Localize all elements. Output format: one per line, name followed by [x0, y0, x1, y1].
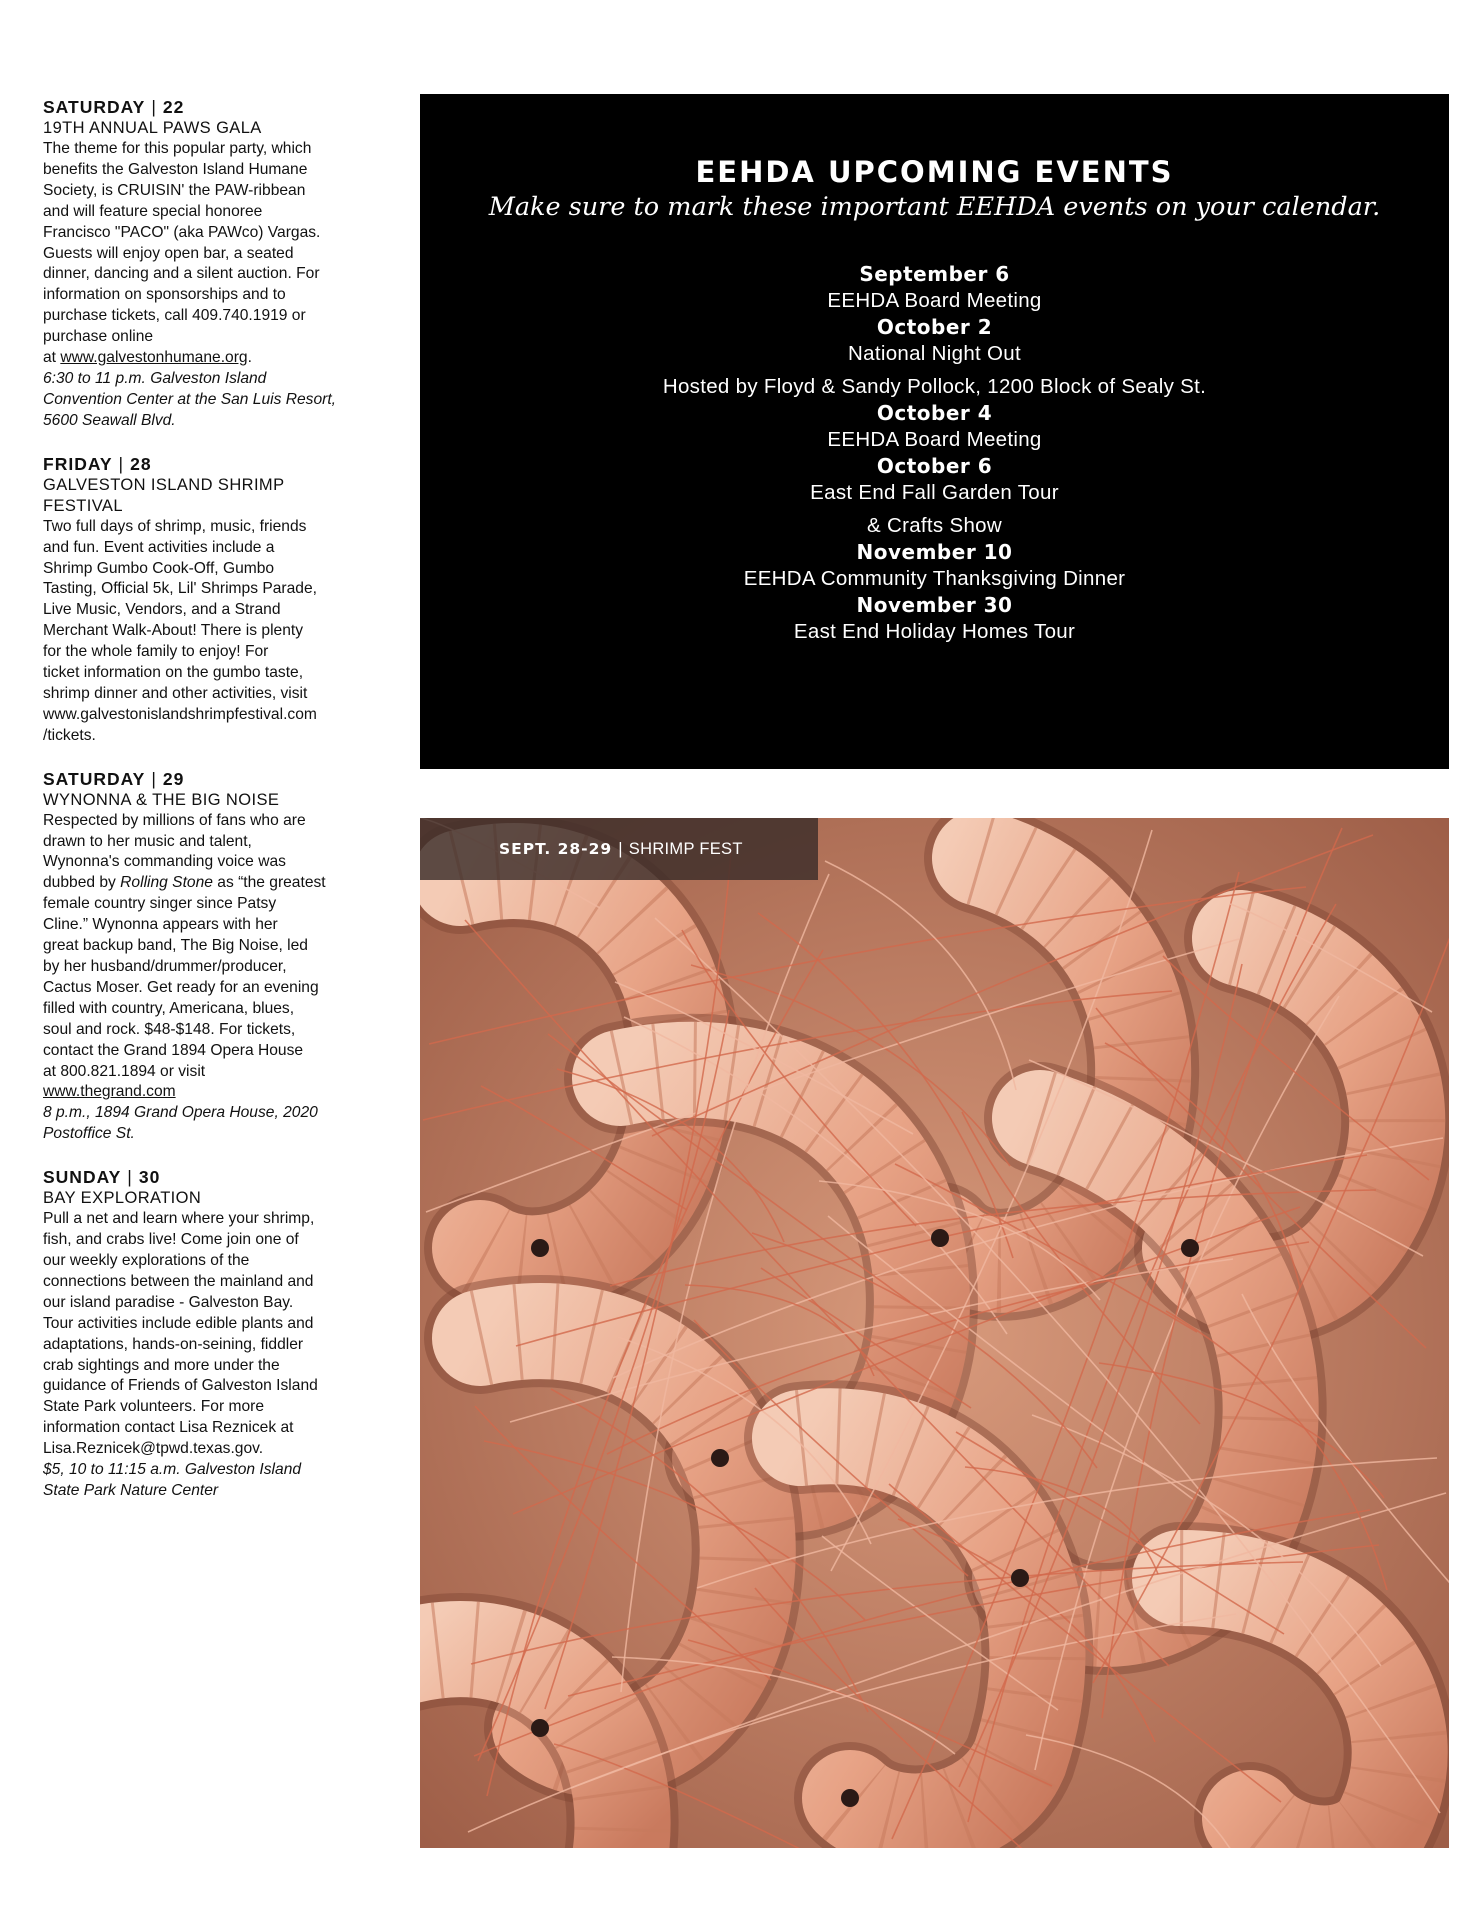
- event-paws-gala: [43, 96, 345, 432]
- desc-line: information contact Lisa Reznicek at: [43, 1419, 294, 1437]
- desc-line: and will feature special honoree: [43, 202, 263, 220]
- event-date: [43, 768, 345, 790]
- upcoming-event-item: [420, 314, 1449, 400]
- desc-line: Tour activities include edible plants and: [43, 1314, 314, 1332]
- desc-line: fish, and crabs live! Come join one of: [43, 1231, 299, 1249]
- desc-line: and fun. Event activities include a: [43, 538, 275, 556]
- publication-name: Rolling Stone: [120, 874, 213, 892]
- event-day-number: 30: [138, 1167, 161, 1188]
- upcoming-events-title: EEHDA UPCOMING EVENTS: [695, 155, 1174, 189]
- upcoming-event-name: East End Fall Garden Tour: [810, 481, 1059, 504]
- event-day: SATURDAY: [43, 768, 146, 789]
- desc-line: our island paradise - Galveston Bay.: [43, 1293, 294, 1311]
- desc-line: female country singer since Patsy: [43, 895, 277, 913]
- desc-line: Society, is CRUISIN' the PAW-ribbean: [43, 181, 306, 199]
- upcoming-event-date: October 4: [876, 401, 993, 425]
- desc-line: Lisa.Reznicek@tpwd.texas.gov.: [43, 1440, 264, 1458]
- upcoming-event-name: EEHDA Board Meeting: [827, 289, 1042, 312]
- event-date: [43, 96, 345, 118]
- event-description: [43, 1209, 345, 1460]
- title-line: GALVESTON ISLAND SHRIMP: [43, 475, 285, 494]
- upcoming-event-item: [420, 261, 1449, 314]
- upcoming-event-detail: & Crafts Show: [867, 514, 1002, 537]
- upcoming-event-detail: Hosted by Floyd & Sandy Pollock, 1200 Block of Sealy St.: [662, 375, 1207, 398]
- desc-line: connections between the mainland and: [43, 1272, 314, 1290]
- desc-line: /tickets.: [43, 726, 96, 744]
- upcoming-event-item: [420, 400, 1449, 453]
- date-separator: |: [151, 97, 157, 117]
- desc-line: Live Music, Vendors, and a Strand: [43, 601, 281, 619]
- meta-line: Convention Center at the San Luis Resort,: [43, 390, 336, 408]
- upcoming-events-subtitle: Make sure to mark these important EEHDA events on your calendar.: [488, 192, 1381, 222]
- upcoming-events-list: [420, 261, 1449, 645]
- desc-line: great backup band, The Big Noise, led: [43, 937, 308, 955]
- desc-line: soul and rock. $48-$148. For tickets,: [43, 1020, 296, 1038]
- event-listings-column: [43, 96, 345, 1523]
- photo-caption: [420, 818, 818, 880]
- desc-line-link: [43, 348, 345, 369]
- shrimp-eye: [1181, 1239, 1199, 1257]
- upcoming-event-date: October 2: [876, 315, 993, 339]
- meta-line: 6:30 to 11 p.m. Galveston Island: [43, 369, 267, 387]
- desc-line: dinner, dancing and a silent auction. For: [43, 265, 320, 283]
- link-suffix: .: [247, 349, 252, 367]
- event-date: [43, 1166, 345, 1188]
- desc-line: Respected by millions of fans who are: [43, 811, 306, 829]
- upcoming-event-item: [420, 453, 1449, 539]
- event-day: SUNDAY: [43, 1167, 122, 1188]
- shrimp-eye: [1011, 1569, 1029, 1587]
- desc-line: filled with country, Americana, blues,: [43, 999, 295, 1017]
- upcoming-event-name: National Night Out: [848, 342, 1021, 365]
- desc-line: Pull a net and learn where your shrimp,: [43, 1210, 315, 1228]
- event-time-location: [43, 1103, 345, 1145]
- upcoming-event-name: EEHDA Community Thanksgiving Dinner: [743, 567, 1126, 590]
- desc-line: purchase online: [43, 328, 154, 346]
- shrimp-eye: [531, 1719, 549, 1737]
- desc-line: State Park volunteers. For more: [43, 1398, 265, 1416]
- event-shrimp-festival: [43, 453, 345, 747]
- event-date: [43, 453, 345, 475]
- desc-line: Wynonna's commanding voice was: [43, 853, 286, 871]
- date-separator: |: [151, 768, 157, 789]
- event-title: BAY EXPLORATION: [43, 1189, 202, 1208]
- upcoming-event-item: [420, 592, 1449, 645]
- upcoming-event-item: [420, 539, 1449, 592]
- link-prefix: at: [43, 349, 61, 367]
- dubbed-prefix: dubbed by: [43, 874, 121, 892]
- desc-line: benefits the Galveston Island Humane: [43, 160, 308, 178]
- upcoming-event-name: East End Holiday Homes Tour: [793, 620, 1076, 643]
- desc-line: for the whole family to enjoy! For: [43, 643, 269, 661]
- desc-line: Francisco "PACO" (aka PAWco) Vargas.: [43, 223, 321, 241]
- title-line: FESTIVAL: [43, 496, 123, 515]
- event-time-location: [43, 1460, 345, 1502]
- desc-line: Tasting, Official 5k, Lil' Shrimps Parade,: [43, 580, 317, 598]
- event-description: [43, 517, 345, 747]
- desc-line: shrimp dinner and other activities, visit: [43, 684, 308, 702]
- upcoming-event-name: EEHDA Board Meeting: [827, 428, 1042, 451]
- desc-line: crab sightings and more under the: [43, 1356, 280, 1374]
- meta-line: Postoffice St.: [43, 1125, 135, 1143]
- desc-line: www.galvestonislandshrimpfestival.com: [43, 705, 317, 723]
- event-description: [43, 139, 345, 369]
- event-title: 19TH ANNUAL PAWS GALA: [43, 119, 262, 137]
- desc-line: Cline.” Wynonna appears with her: [43, 916, 278, 934]
- upcoming-event-date: September 6: [859, 262, 1010, 286]
- desc-line-dubbed: [43, 873, 345, 894]
- shrimp-photo: [420, 818, 1449, 1848]
- date-separator: |: [118, 453, 125, 474]
- desc-line: information on sponsorships and to: [43, 286, 286, 304]
- desc-line: Guests will enjoy open bar, a seated: [43, 244, 294, 262]
- caption-separator: |: [618, 840, 623, 858]
- desc-line: The theme for this popular party, which: [43, 140, 312, 157]
- desc-line: at 800.821.1894 or visit: [43, 1062, 206, 1080]
- event-day: SATURDAY: [43, 97, 146, 117]
- event-day-number: 28: [130, 453, 152, 474]
- event-day-number: 29: [162, 768, 185, 789]
- desc-line: Cactus Moser. Get ready for an evening: [43, 978, 319, 996]
- desc-line: purchase tickets, call 409.740.1919 or: [43, 307, 306, 325]
- event-description: [43, 811, 345, 1104]
- desc-line: Two full days of shrimp, music, friends: [43, 517, 307, 535]
- event-title: [43, 475, 345, 517]
- meta-line: $5, 10 to 11:15 a.m. Galveston Island: [43, 1461, 302, 1479]
- desc-line: drawn to her music and talent,: [43, 832, 252, 850]
- caption-date: SEPT. 28-29: [499, 840, 613, 858]
- event-bay-exploration: [43, 1166, 345, 1502]
- dubbed-suffix: as “the greatest: [212, 874, 326, 892]
- desc-line: by her husband/drummer/producer,: [43, 958, 287, 975]
- meta-line: 8 p.m., 1894 Grand Opera House, 2020: [43, 1104, 318, 1122]
- desc-line: Shrimp Gumbo Cook-Off, Gumbo: [43, 559, 275, 577]
- desc-line: ticket information on the gumbo taste,: [43, 664, 304, 682]
- grand-opera-link[interactable]: www.thegrand.com: [43, 1083, 176, 1101]
- event-title: WYNONNA & THE BIG NOISE: [43, 790, 280, 809]
- upcoming-event-date: November 10: [856, 540, 1013, 564]
- desc-line: contact the Grand 1894 Opera House: [43, 1041, 304, 1059]
- desc-line: adaptations, hands-on-seining, fiddler: [43, 1335, 304, 1353]
- event-day: FRIDAY: [43, 453, 113, 474]
- humane-society-link[interactable]: www.galvestonhumane.org: [60, 349, 248, 367]
- shrimp-eye: [931, 1229, 949, 1247]
- upcoming-event-date: October 6: [876, 454, 993, 478]
- meta-line: 5600 Seawall Blvd.: [43, 411, 176, 429]
- shrimp-eye: [711, 1449, 729, 1467]
- desc-line: Merchant Walk-About! There is plenty: [43, 622, 304, 640]
- upcoming-event-date: November 30: [856, 593, 1013, 617]
- event-wynonna-concert: [43, 768, 345, 1146]
- shrimp-eye: [841, 1789, 859, 1807]
- upcoming-events-box: [420, 94, 1449, 769]
- meta-line: State Park Nature Center: [43, 1481, 219, 1499]
- caption-label: SHRIMP FEST: [628, 840, 743, 858]
- desc-line: our weekly explorations of the: [43, 1251, 250, 1269]
- event-time-location: [43, 369, 345, 432]
- event-day-number: 22: [162, 97, 185, 117]
- shrimp-eye: [531, 1239, 549, 1257]
- desc-line: guidance of Friends of Galveston Island: [43, 1377, 318, 1395]
- shrimp-illustration: [420, 818, 1449, 1848]
- date-separator: |: [127, 1167, 133, 1188]
